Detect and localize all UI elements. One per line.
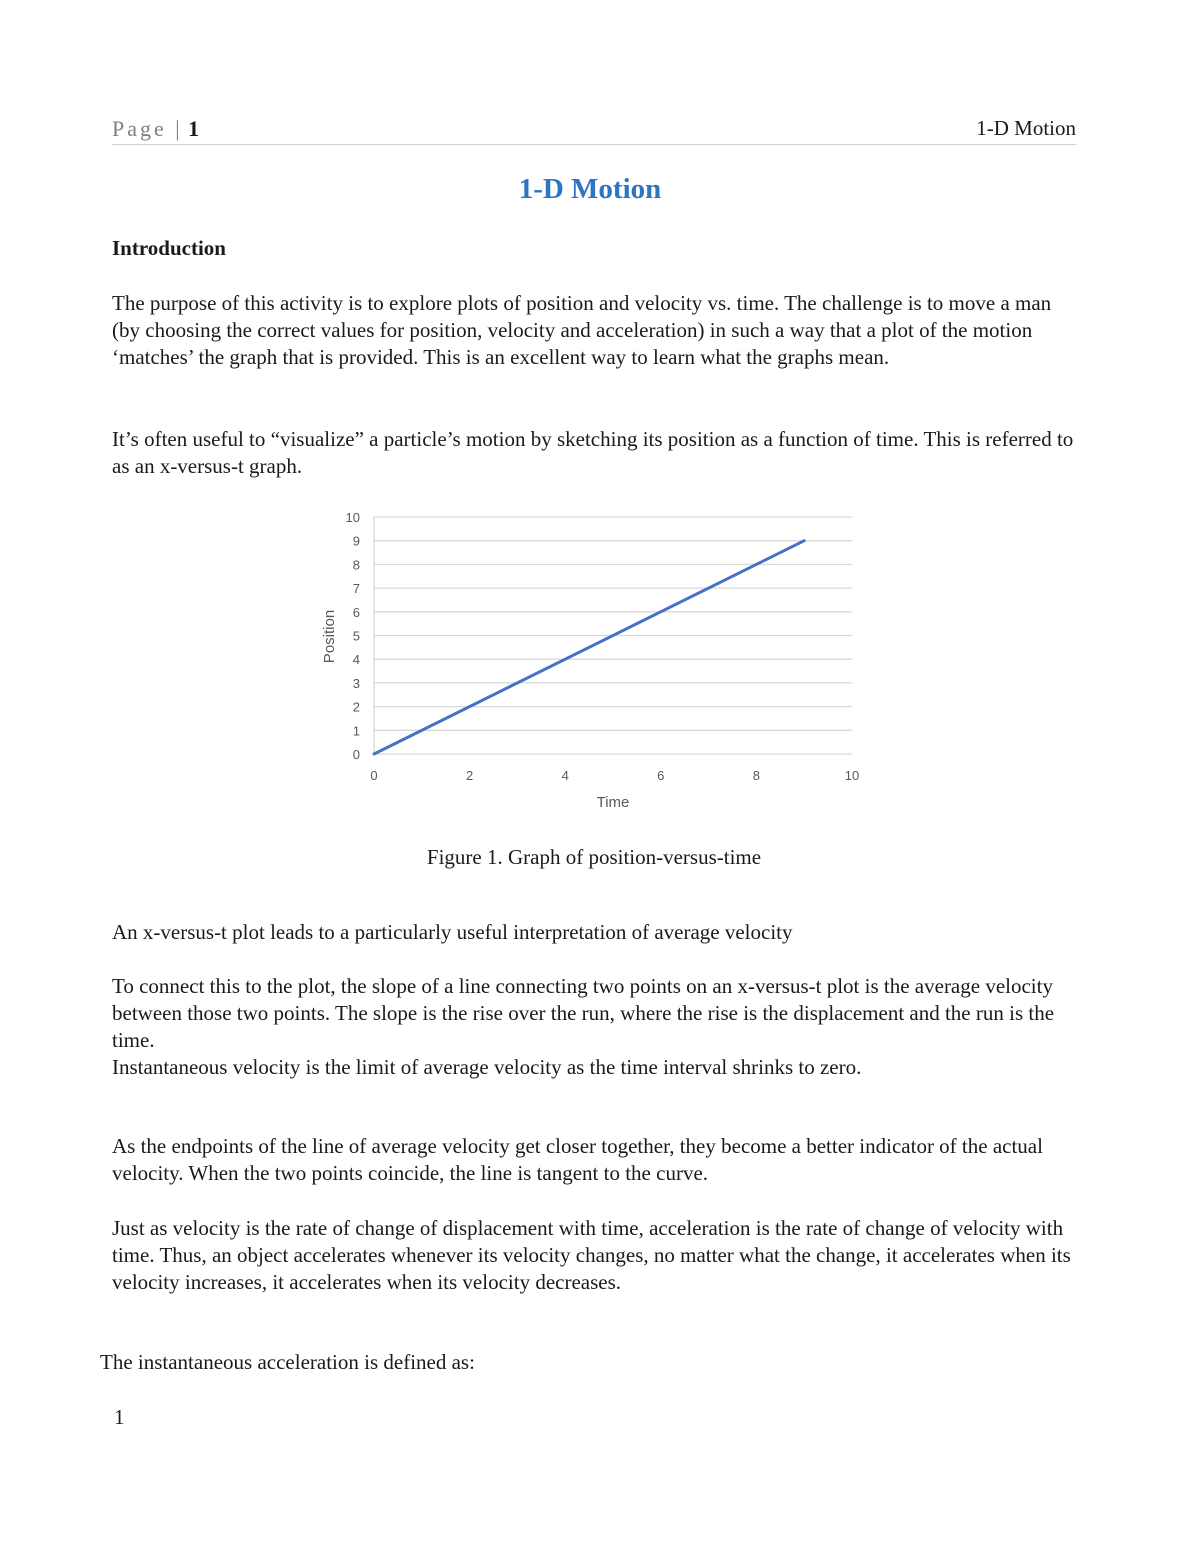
page-word: Page xyxy=(112,116,167,141)
y-tick-label: 2 xyxy=(352,699,360,715)
page-number: 1 xyxy=(188,116,200,141)
paragraph-purpose: The purpose of this activity is to explore plots of position and velocity vs. time. The challenge is to move a man (by choosing the correct values for position, velocity and acceleration) in such a way that a plot of the motion ‘matches’ the graph that is provided. This is an excellent way to learn what the graphs mean. xyxy=(112,291,1052,369)
paragraph-slope: To connect this to the plot, the slope of a line connecting two points on an x-versus-t plot is the average velocity between those two points. The slope is the rise over the run, where the rise is the displacement and the run is the time. xyxy=(112,974,1055,1052)
y-tick-label: 4 xyxy=(352,652,360,668)
position-time-chart xyxy=(310,500,870,820)
chart-svg xyxy=(310,500,870,820)
document-title: 1-D Motion xyxy=(518,173,662,205)
equation-number: 1 xyxy=(114,1405,125,1429)
y-tick-label: 7 xyxy=(352,581,360,597)
x-tick-label: 0 xyxy=(370,768,378,783)
paragraph-instantaneous: Instantaneous velocity is the limit of average velocity as the time interval shrinks to zero. xyxy=(112,1055,862,1079)
paragraph-acceleration: Just as velocity is the rate of change of displacement with time, acceleration is the rate of change of velocity with time. Thus, an object accelerates whenever its velocity changes, no matter what the change, it accelerates when its velocity increases, it accelerates when its velocity decreases. xyxy=(112,1216,1071,1294)
x-axis-title: Time xyxy=(596,794,630,811)
y-tick-label: 9 xyxy=(352,533,360,549)
paragraph-visualize: It’s often useful to “visualize” a particle’s motion by sketching its position as a function of time. This is referred to as an x-versus-t graph. xyxy=(112,427,1074,478)
paragraph-acceleration-def: The instantaneous acceleration is defined as: xyxy=(100,1350,475,1374)
page-separator: | xyxy=(175,116,180,141)
y-tick-label: 10 xyxy=(345,510,360,525)
y-tick-label: 1 xyxy=(352,723,360,739)
page-header xyxy=(112,116,1076,145)
header-doc-title: 1-D Motion xyxy=(976,116,1076,140)
y-tick-label: 6 xyxy=(352,604,360,620)
x-tick-label: 8 xyxy=(752,768,761,783)
y-axis-title: Position xyxy=(321,609,338,664)
figure-caption: Figure 1. Graph of position-versus-time xyxy=(426,845,762,869)
section-heading: Introduction xyxy=(112,236,226,260)
x-tick-label: 6 xyxy=(657,768,665,783)
y-tick-label: 5 xyxy=(352,628,360,644)
y-tick-label: 0 xyxy=(352,747,360,762)
y-tick-label: 8 xyxy=(352,557,360,573)
x-tick-label: 2 xyxy=(465,768,474,783)
paragraph-endpoints: As the endpoints of the line of average velocity get closer together, they become a better indicator of the actual velocity. When the two points coincide, the line is tangent to the curve. xyxy=(112,1134,1043,1185)
x-tick-label: 10 xyxy=(844,768,860,783)
x-tick-label: 4 xyxy=(561,768,569,783)
page-label xyxy=(112,116,199,142)
y-tick-label: 3 xyxy=(352,675,360,691)
series-line-position xyxy=(374,541,804,754)
paragraph-xt-plot: An x-versus-t plot leads to a particularly useful interpretation of average velocity xyxy=(112,920,793,944)
